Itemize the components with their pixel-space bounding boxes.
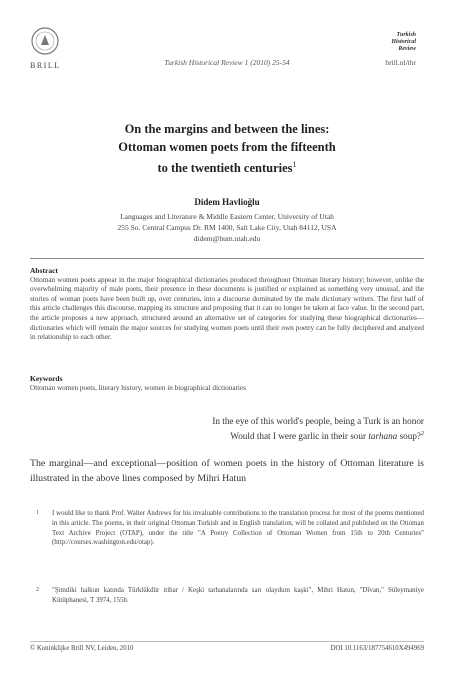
brill-publisher-logo [30, 26, 60, 56]
abstract-heading: Abstract [30, 266, 58, 275]
keywords-text: Ottoman women poets, literary history, women in biographical dictionaries [30, 383, 246, 392]
journal-citation: Turkish Historical Review 1 (2010) 25-54 [164, 58, 290, 67]
article-title [60, 120, 394, 177]
keywords-heading: Keywords [30, 374, 63, 383]
affiliation-department: Languages and Literature & Middle Eastern Center, University of Utah [120, 212, 334, 221]
abstract-text: Ottoman women poets appear in the major biographical dictionaries produced throughout Ottoman literary history; however, unlike the overwhelming majority of male poets, their presence in these documents is justified or explained as something very unusual, and the stories of woman poets have been built up, over centuries, into a discourse dominated by the male dictionary writers. The first half of this article challenges this discourse, mapping its structure and proposing that it can no longer be taken at face value. In the second part, the article proposes a new approach, structured around an alternative set of categories for studying these biographical dictionaries—dictionaries which will remain the major sources for studying women poets until their own poetry can be fully deciphered and analyzed in relationship to each other. [30, 275, 424, 342]
footer-divider [30, 641, 424, 642]
journal-logo-text: Turkish Historical Review [391, 32, 416, 52]
footnote-text: I would like to thank Prof. Walter Andrews for his invaluable contributions to the translation process for most of the poems mentioned in this article. The poems, in their original Ottoman Turkish and in English translation, will be collated and published on the Ottoman Text Archive Project (OTAP), under the title "A Poetry Collection of Ottoman Women from 15th to 20th Centuries" (http://courses.washington.edu/otap). [52, 510, 424, 547]
footnote-number: 1 [36, 510, 39, 516]
title-line-1: On the margins and between the lines: [124, 122, 330, 136]
author-name: Didem Havlioğlu [194, 197, 260, 207]
abstract-section [30, 266, 424, 343]
publisher-name: BRILL [30, 61, 61, 70]
abstract-divider [30, 258, 424, 259]
footnote-1 [36, 509, 424, 548]
author-email[interactable]: didem@hum.utah.edu [193, 234, 261, 243]
title-line-3: to the twentieth centuries$^1$ [157, 160, 297, 176]
epigraph-line-1: In the eye of this world's people, being a Turk is an honor [212, 416, 424, 426]
epigraph-line-2: Would that I were garlic in their sour tarhana soup?$^2$ [230, 431, 424, 442]
author-affiliation [0, 211, 454, 244]
epigraph [64, 415, 424, 443]
body-paragraph: The marginal—and exceptional—position of women poets in the history of Ottoman literature is illustrated in the above lines composed by Mihri Hatun [30, 458, 424, 484]
title-footnote-marker[interactable]: 1 [292, 160, 297, 169]
footnote-2 [36, 586, 424, 606]
footnote-text: "Şimdiki halkun katında Türklükdür itibar / Keşki tarhanalarında sarı olaydum kaşki", Mihri Hatun, "Dîvan," Süleymaniye Kütüphanesi, T 3974, 155b. [52, 587, 424, 604]
doi[interactable]: DOI 10.1163/187754610X494969 [330, 645, 424, 652]
keywords-section [30, 374, 424, 393]
title-line-2: Ottoman women poets from the fifteenth [118, 140, 336, 154]
epigraph-footnote-marker[interactable]: 2 [421, 431, 424, 437]
journal-url[interactable]: brill.nl/thr [385, 58, 416, 67]
affiliation-address: 255 So. Central Campus Dr. RM 1400, Salt Lake City, Utah 84112, USA [117, 223, 337, 232]
footnote-number: 2 [36, 587, 39, 593]
copyright-notice: © Koninklijke Brill NV, Leiden, 2010 [30, 645, 134, 652]
